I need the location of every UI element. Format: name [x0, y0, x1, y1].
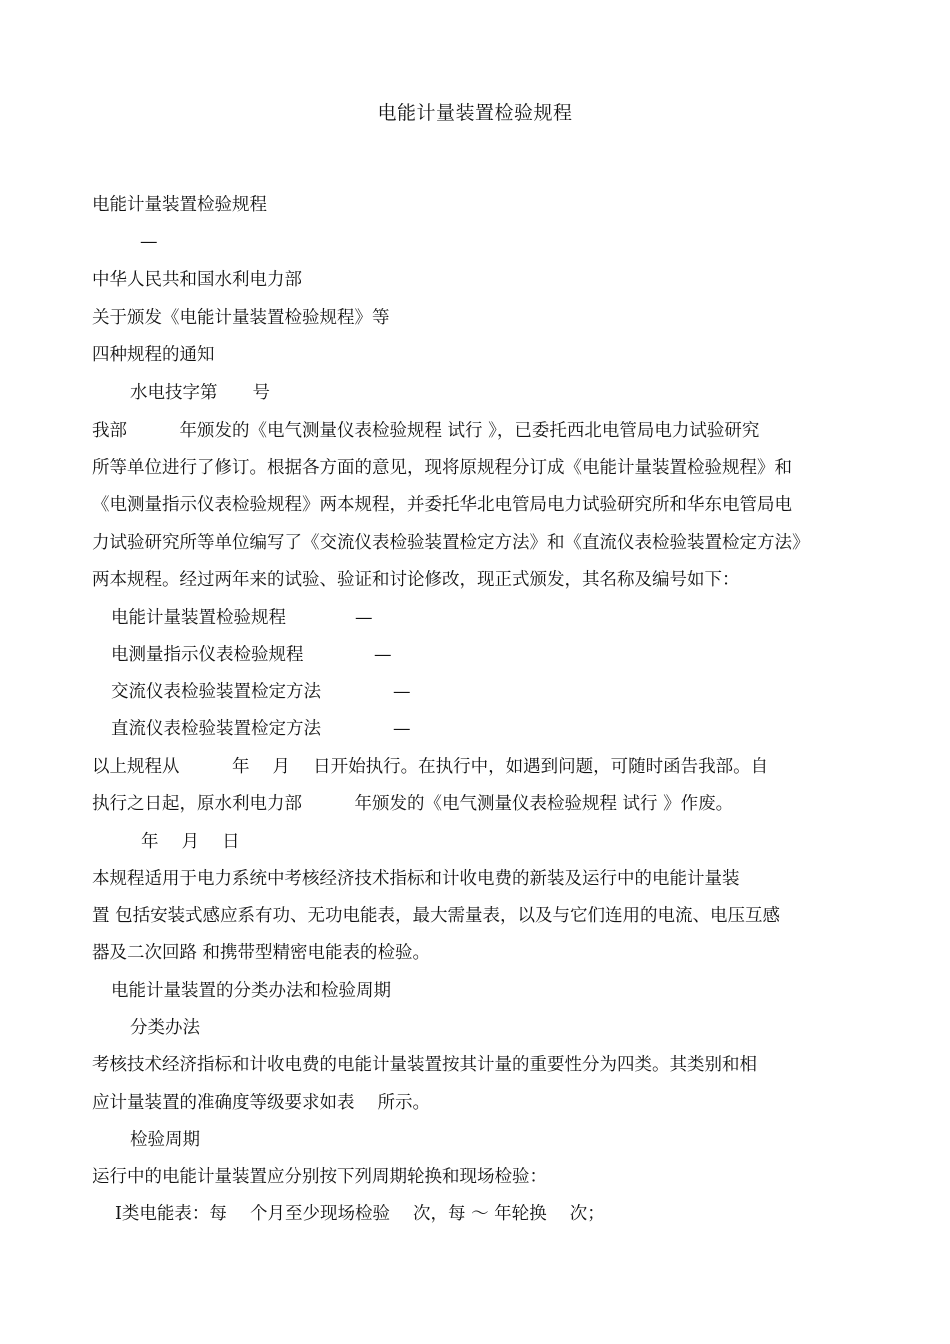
text-line: 力试验研究所等单位编写了《交流仪表检验装置检定方法》和《直流仪表检验装置检定方法》 [92, 533, 810, 553]
text-line: 两本规程。经过两年来的试验、验证和讨论修改，现正式颁发，其名称及编号如下： [92, 570, 740, 590]
text-line: 水电技字第 号 [130, 383, 270, 403]
text-line: 四种规程的通知 [92, 345, 215, 365]
text-line: — [140, 232, 158, 252]
text-line: 执行之日起，原水利电力部 年颁发的《电气测量仪表检验规程 试行 》作废。 [92, 794, 734, 814]
regulation-number: — [355, 608, 373, 628]
text-line: 以上规程从 年 月 日开始执行。在执行中，如遇到问题，可随时函告我部。自 [92, 757, 769, 777]
text-line: 应计量装置的准确度等级要求如表 所示。 [92, 1093, 431, 1113]
text-line: 运行中的电能计量装置应分别按下列周期轮换和现场检验： [92, 1167, 547, 1187]
regulation-number: — [393, 682, 411, 702]
regulation-name: 电能计量装置检验规程 [111, 608, 286, 628]
text-line: 电能计量装置检验规程 [92, 195, 267, 215]
text-line: 器及二次回路 和携带型精密电能表的检验。 [92, 943, 431, 963]
date-line: 年 月 日 [141, 832, 240, 852]
regulation-name: 直流仪表检验装置检定方法 [111, 719, 321, 739]
page-title: 电能计量装置检验规程 [377, 102, 573, 124]
text-line: 我部 年颁发的《电气测量仪表检验规程 试行 》，已委托西北电管局电力试验研究 [92, 421, 760, 441]
subsection-heading: 分类办法 [130, 1018, 200, 1038]
regulation-name: 交流仪表检验装置检定方法 [111, 682, 321, 702]
subsection-heading: 检验周期 [130, 1130, 200, 1150]
text-line: 本规程适用于电力系统中考核经济技术指标和计收电费的新装及运行中的电能计量装 [92, 869, 740, 889]
regulation-name: 电测量指示仪表检验规程 [111, 645, 304, 665]
text-line: 关于颁发《电能计量装置检验规程》等 [92, 308, 390, 328]
section-heading: 电能计量装置的分类办法和检验周期 [111, 981, 391, 1001]
text-line: 《电测量指示仪表检验规程》两本规程，并委托华北电管局电力试验研究所和华东电管局电 [92, 495, 792, 515]
text-line: 考核技术经济指标和计收电费的电能计量装置按其计量的重要性分为四类。其类别和相 [92, 1055, 757, 1075]
text-line: 置 包括安装式感应系有功、无功电能表，最大需量表，以及与它们连用的电流、电压互感 [92, 906, 781, 926]
text-line: 中华人民共和国水利电力部 [92, 270, 302, 290]
text-line: 所等单位进行了修订。根据各方面的意见，现将原规程分订成《电能计量装置检验规程》和 [92, 458, 792, 478]
regulation-number: — [374, 645, 392, 665]
regulation-number: — [393, 719, 411, 739]
text-line: Ⅰ类电能表：每 个月至少现场检验 次，每 ～ 年轮换 次； [115, 1204, 605, 1224]
